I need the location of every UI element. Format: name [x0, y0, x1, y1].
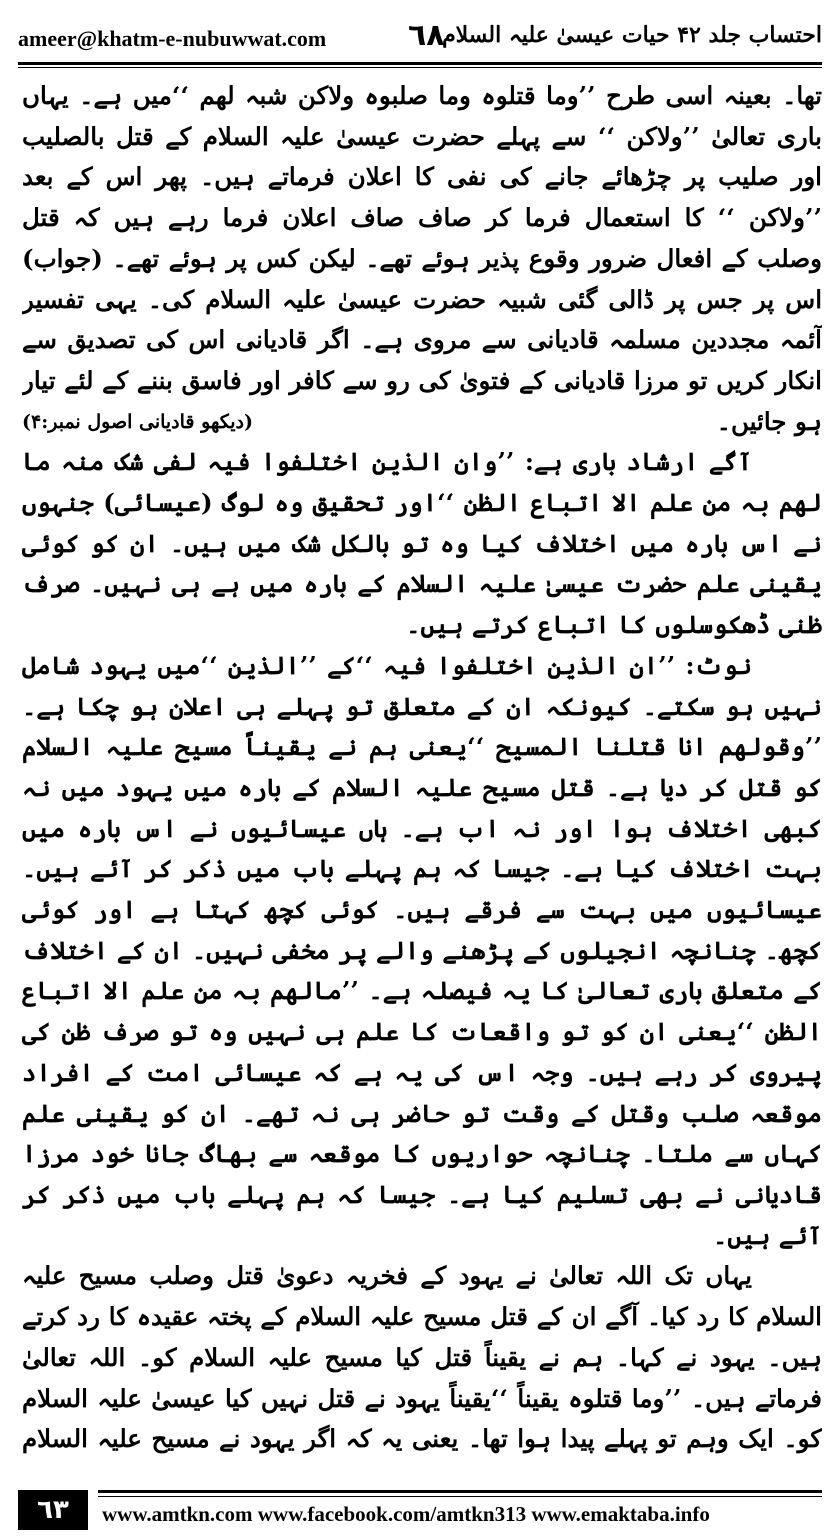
page-header — [18, 14, 822, 58]
paragraph-1-text: تھا۔ بعینہ اسی طرح ’’وما قتلوہ وما صلبوہ ولاکن شبہ لھم ‘‘میں ہے۔ یہاں باری تعالیٰ ’’ولاکن ‘‘ سے پہلے حضرت عیسیٰ علیہ السلام کے قتل بالصلیب اور صلیب پر چڑھائے جانے کی نفی کا اعلان فرماتے ہیں۔ پھر اس کے بعد ’’ولاکن ‘‘ کا استعمال فرما کر صاف صاف اعلان فرما رہے ہیں کہ قتل وصلب کے افعال ضرور وقوع پذیر ہوئے تھے۔ لیکن کس پر ہوئے تھے۔ (جواب) اس پر جس پر ڈالی گئی شبیہ حضرت عیسیٰ علیہ السلام کی۔ یہی تفسیر آئمہ مجددین مسلمہ قادیانی سے مروی ہے۔ اگر قادیانی اس کی تصدیق سے انکار کریں تو مرزا قادیانی کے فتویٰ کی رو سے کافر اور فاسق بننے کے لئے تیار ہو جائیں۔ — [22, 81, 822, 436]
header-rule-thin — [18, 67, 822, 68]
footer-rule — [98, 1490, 822, 1493]
body-text — [22, 76, 822, 1456]
header-page-number: ٦٨ — [408, 18, 445, 53]
page-footer — [18, 1490, 822, 1530]
footer-rule-thin — [98, 1496, 822, 1497]
header-title: احتساب جلد ۴۲ حیات عیسیٰ علیہ السلام — [442, 22, 822, 48]
paragraph-4: یہاں تک اللہ تعالیٰ نے یہود کے فخریہ دعویٰ قتل وصلب مسیح علیہ السلام کا رد کیا۔ آگے ان کے قتل مسیح علیہ السلام کے پختہ عقیدہ کا رد کرتے ہیں۔ یہود نے کہا۔ ہم نے یقیناً قتل کیا مسیح علیہ السلام کو۔ اللہ تعالیٰ فرماتے ہیں۔ ’’وما قتلوہ یقیناً ‘‘یقیناً یہود نے قتل نہیں کیا عیسیٰ علیہ السلام کو۔ ایک وہم تو پہلے پیدا ہوا تھا۔ یعنی یہ کہ اگر یہود نے مسیح علیہ السلام — [22, 1261, 822, 1454]
paragraph-1 — [22, 76, 822, 442]
header-rule — [18, 62, 822, 65]
reference-note: (دیکھو قادیانی اصول نمبر:۴) — [22, 410, 253, 433]
paragraph-2: آگے ارشاد باری ہے: ’’وان الذین اختلفوا فیہ لفی شک منہ ما لھم بہ من علم الا اتباع الظن ‘‘اور تحقیق وہ لوگ (عیسائی) جنہوں نے اس بارہ میں اختلاف کیا وہ تو بالکل شک میں ہیں۔ ان کو کوئی یقینی علم حضرت عیسیٰ علیہ السلام کے بارہ میں ہے ہی نہیں۔ صرف ظنی ڈھکوسلوں کا اتباع کرتے ہیں۔ — [22, 447, 822, 640]
header-email: ameer@khatm-e-nubuwwat.com — [18, 26, 327, 51]
paragraph-3: نوٹ: ’’ان الذین اختلفوا فیہ ‘‘کے ’’الذین ‘‘میں یہود شامل نہیں ہو سکتے۔ کیونکہ ان کے متعلق تو پہلے ہی اعلان ہو چکا ہے۔ ’’وقولھم انا قتلنا المسیح ‘‘یعنی ہم نے یقیناً مسیح علیہ السلام کو قتل کر دیا ہے۔ قتل مسیح علیہ السلام کے بارہ میں یہود میں نہ کبھی اختلاف ہوا اور نہ اب ہے۔ ہاں عیسائیوں نے اس بارہ میں بہت اختلاف کیا ہے۔ جیسا کہ ہم پہلے باب میں ذکر کر آئے ہیں۔ عیسائیوں میں بہت سے فرقے ہیں۔ کوئی کچھ کہتا ہے اور کوئی کچھ۔ چنانچہ انجیلوں کے پڑھنے والے پر مخفی نہیں۔ ان کے اختلاف کے متعلق باری تعالیٰ کا یہ فیصلہ ہے۔ ’’مالھم بہ من علم الا اتباع الظن ‘‘یعنی ان کو تو واقعات کا علم ہی نہیں وہ تو صرف ظن کی پیروی کر رہے ہیں۔ وجہ اس کی یہ ہے کہ عیسائی امت کے افراد موقعہ صلب وقتل کے وقت تو حاضر ہی نہ تھے۔ ان کو یقینی علم کہاں سے ملتا۔ چنانچہ حواریوں کا موقعہ سے بھاگ جانا خود مرزا قادیانی نے بھی تسلیم کیا ہے۔ جیسا کہ ہم پہلے باب میں ذکر کر آئے ہیں۔ — [22, 650, 822, 1250]
footer-links: www.amtkn.com www.facebook.com/amtkn313 www.emaktaba.info — [102, 1502, 710, 1526]
footer-page-number: ٦٣ — [18, 1490, 88, 1530]
